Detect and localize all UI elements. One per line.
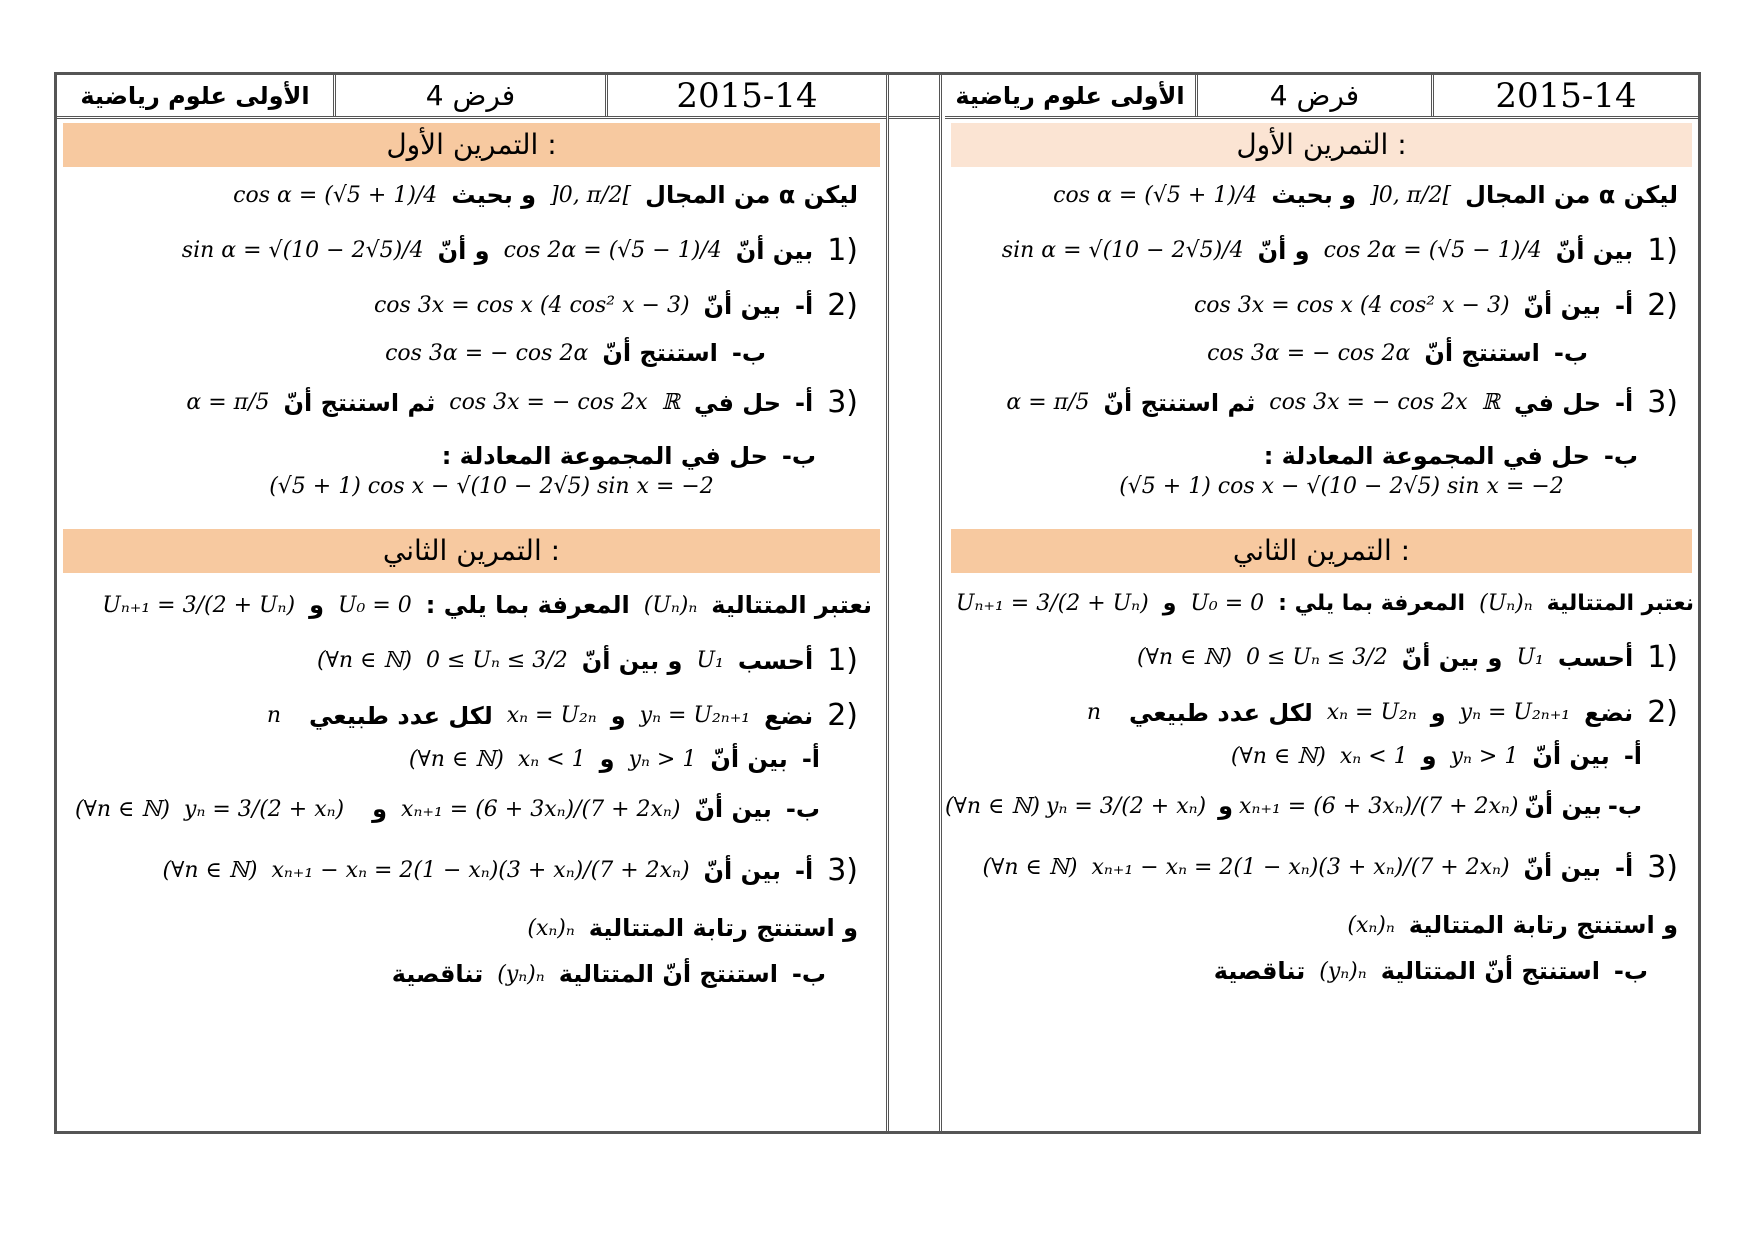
ex1-q2-label: 2) [1647,288,1678,323]
ex1-q2a [945,288,1698,323]
ex1-q2a-text: بين أنّ [1523,291,1602,320]
ex1-intro [57,181,886,209]
ex1-q2a-eq: cos 3x = cos x (4 cos² x − 3) [1193,293,1510,318]
ex2-q2a-yn: yₙ > 1 [1450,743,1519,769]
ex2-q3a-forall: (∀n ∈ ℕ) [162,858,258,883]
ex2-intro-u0: U₀ = 0 [337,592,412,618]
ex2-q1-text: أحسب [1557,643,1634,672]
ex1-q3a-eq: cos 3x = − cos 2x [449,390,648,415]
ex1-and-such-that: و بحيث [451,181,537,209]
ex2-q2-n: n [1086,700,1101,725]
ex2-q2a-forall: (∀n ∈ ℕ) [408,746,504,772]
ex1-q2a-text: بين أنّ [703,291,782,320]
ex2-q2a-xn: xₙ < 1 [1339,743,1408,769]
ex2-q1-text: أحسب [737,646,814,675]
ex2-q3a-cont-text: و استنتج رتابة المتتالية [1408,911,1678,939]
ex2-q2b-label: ب- [785,795,820,823]
ex2-q2b-y: yₙ = 3/(2 + xₙ) [184,796,345,822]
ex1-q3a-eq: cos 3x = − cos 2x [1269,390,1468,415]
ex1-q1 [945,233,1698,268]
ex2-q2 [57,698,886,733]
ex2-q3b-text: استنتج أنّ المتتالية [1380,957,1600,985]
ex2-q1-and: و بين أنّ [581,646,683,675]
ex1-q3a-result: α = π/5 [186,390,270,415]
ex2-q3a-text: بين أنّ [703,856,782,885]
exam-copy-right [945,75,1698,1131]
ex1-q3a-text: حل في [693,388,782,417]
ex1-q3b [945,442,1698,470]
ex2-q2-and: و [1430,698,1446,727]
ex1-q1-label: 1) [827,233,858,268]
ex2-q1 [57,643,886,678]
ex2-q2a-label: أ- [801,745,820,773]
ex2-q1-u1: U₁ [1516,645,1544,670]
ex1-q3a-label: أ- [1615,388,1634,417]
ex1-q3b-equation [57,474,886,499]
ex2-intro-seq: (Uₙ)ₙ [643,592,698,618]
ex2-q2-label: 2) [1647,695,1678,730]
ex2-q3a [57,853,886,888]
ex1-and-such-that: و بحيث [1271,181,1357,209]
ex1-q2a-label: أ- [795,291,814,320]
ex2-q1 [945,640,1698,675]
ex2-q2-and: و [610,701,626,730]
ex1-q3b-eq: (√5 + 1) cos x − √(10 − 2√5) sin x = −2 [269,474,714,499]
ex2-q2-label: 2) [827,698,858,733]
ex2-q2b-and: و [372,795,388,823]
exercise1-title: التمرين الأول : [63,123,880,167]
ex2-q2-each: لكل عدد طبيعي [309,701,493,730]
ex2-q3a [945,850,1698,885]
ex2-intro-seq: (Uₙ)ₙ [1479,591,1533,616]
ex1-interval: ]0, π/2[ [1370,182,1452,208]
ex1-q2b-eq: cos 3α = − cos 2α [1207,340,1411,366]
ex2-q3b [945,957,1698,985]
ex1-q3-label: 3) [827,385,858,420]
ex2-q1-eq: 0 ≤ Uₙ ≤ 3/2 [426,648,568,673]
ex2-q3a-label: أ- [1615,853,1634,882]
ex1-q1-and: و أنّ [437,236,490,265]
ex1-q3a-then: ثم استنتج أنّ [1103,388,1256,417]
ex2-q2a-forall: (∀n ∈ ℕ) [1230,743,1326,769]
ex1-q2b-label: ب- [1553,339,1588,367]
ex2-q2b [945,792,1698,820]
ex2-intro-defined: المعرفة بما يلي : [1278,591,1466,616]
ex1-q3a-label: أ- [795,388,814,417]
ex1-q2b-eq: cos 3α = − cos 2α [385,340,589,366]
ex1-q2a-eq: cos 3x = cos x (4 cos² x − 3) [373,293,690,318]
ex2-q2b-label: ب- [1607,792,1642,820]
ex1-q1-eq-b: sin α = √(10 − 2√5)/4 [1001,238,1244,263]
ex2-q3a-cont [57,914,886,942]
ex1-q3-label: 3) [1647,385,1678,420]
ex2-q2-xn: xₙ = U₂ₙ [506,703,597,728]
header-test-number: فرض 4 [333,75,605,116]
ex2-q3-label: 3) [827,853,858,888]
ex1-q3a-then: ثم استنتج أنّ [283,388,436,417]
ex1-q2-label: 2) [827,288,858,323]
ex1-q1-eq-a: cos 2α = (√5 − 1)/4 [503,238,722,263]
ex2-intro-rec: Uₙ₊₁ = 3/(2 + Uₙ) [102,592,296,618]
header-row [57,75,886,119]
header-year: 2015-14 [1431,75,1698,116]
ex2-intro-u0: U₀ = 0 [1190,591,1265,616]
ex2-q2a-and: و [599,745,615,773]
ex2-q1-u1: U₁ [696,648,724,673]
ex2-q2b-text: بين أنّ [694,795,772,823]
ex2-q3a-seq: (xₙ)ₙ [527,915,575,941]
ex1-q2b [57,339,886,367]
ex2-q2a [57,745,886,773]
ex2-intro-text: نعتبر المتتالية [711,591,872,619]
ex1-q3a-result: α = π/5 [1006,390,1090,415]
ex1-q3b-equation [945,474,1698,499]
ex1-intro-eq: cos α = (√5 + 1)/4 [233,182,438,208]
ex1-interval: ]0, π/2[ [550,182,632,208]
ex2-q1-forall: (∀n ∈ ℕ) [1137,645,1233,670]
ex2-q2a-text: بين أنّ [710,745,788,773]
ex2-q1-label: 1) [827,643,858,678]
ex2-q3b-text: استنتج أنّ المتتالية [558,960,778,988]
header-year: 2015-14 [605,75,886,116]
ex2-q2 [945,695,1698,730]
ex2-q3-label: 3) [1647,850,1678,885]
exercise2-title: التمرين الثاني : [63,529,880,573]
ex2-q2a-text: بين أنّ [1532,742,1610,770]
ex1-q1-label: 1) [1647,233,1678,268]
ex2-q1-eq: 0 ≤ Uₙ ≤ 3/2 [1246,645,1388,670]
ex2-q2b-x: xₙ₊₁ = (6 + 3xₙ)/(7 + 2xₙ) [1239,793,1519,819]
ex2-q3b-dec: تناقصية [391,960,484,988]
ex2-q2-text: نضع [764,701,814,730]
ex2-q2b-forall: (∀n ∈ ℕ) [945,793,1041,819]
ex2-q3a-cont [945,911,1698,939]
ex1-q3b-label: ب- [781,442,816,470]
ex1-q2b-text: استنتج أنّ [1424,339,1540,367]
ex2-q2b-forall: (∀n ∈ ℕ) [75,796,171,822]
ex2-q2a [945,742,1698,770]
ex1-q1-eq-b: sin α = √(10 − 2√5)/4 [181,238,424,263]
ex1-q3a [57,385,886,420]
ex2-q1-and: و بين أنّ [1401,643,1503,672]
ex1-q2a-label: أ- [1615,291,1634,320]
ex2-q2a-and: و [1421,742,1437,770]
ex2-q1-forall: (∀n ∈ ℕ) [317,648,413,673]
ex2-q3a-forall: (∀n ∈ ℕ) [982,855,1078,880]
ex1-q3a-text: حل في [1513,388,1602,417]
ex2-intro [57,591,886,619]
ex2-q2b-and: و [1218,792,1234,820]
exercise2-title: التمرين الثاني : [951,529,1692,573]
ex1-intro-eq: cos α = (√5 + 1)/4 [1053,182,1258,208]
ex2-q2-n: n [266,703,281,728]
ex2-q2a-label: أ- [1623,742,1642,770]
ex2-q2-each: لكل عدد طبيعي [1129,698,1313,727]
ex2-q3b-dec: تناقصية [1213,957,1306,985]
ex2-intro [945,591,1698,616]
ex2-q3a-eq: xₙ₊₁ − xₙ = 2(1 − xₙ)(3 + xₙ)/(7 + 2xₙ) [1091,855,1510,880]
ex2-intro-defined: المعرفة بما يلي : [425,591,630,619]
ex1-q2b-label: ب- [731,339,766,367]
ex1-q3b [57,442,886,470]
ex1-q1 [57,233,886,268]
header-level: الأولى علوم رياضية [955,81,1185,110]
ex2-q3a-seq: (xₙ)ₙ [1347,912,1395,938]
ex2-q3b-seq: (yₙ)ₙ [497,961,545,987]
ex1-q1-and: و أنّ [1257,236,1310,265]
ex2-q2b-text: بين أنّ [1524,792,1602,820]
ex2-q2-yn: yₙ = U₂ₙ₊₁ [639,703,751,728]
ex1-q2b-text: استنتج أنّ [602,339,718,367]
ex2-q3a-cont-text: و استنتج رتابة المتتالية [588,914,858,942]
exam-copy-left [57,75,886,1131]
ex2-q3b-label: ب- [791,960,826,988]
ex1-intro-text: ليكن α من المجال [1465,181,1678,209]
ex1-q1-text: بين أنّ [1555,236,1634,265]
ex2-q2a-yn: yₙ > 1 [628,746,697,772]
ex2-q2a-xn: xₙ < 1 [517,746,586,772]
ex2-q3b-seq: (yₙ)ₙ [1319,958,1367,984]
ex1-q2a [57,288,886,323]
ex2-q2b-y: yₙ = 3/(2 + xₙ) [1046,793,1207,819]
exercise1-title: التمرين الأول : [951,123,1692,167]
ex1-intro-text: ليكن α من المجال [645,181,858,209]
ex1-q3a-set: ℝ [661,390,680,415]
ex2-q2-xn: xₙ = U₂ₙ [1326,700,1417,725]
ex1-intro [945,181,1698,209]
ex1-q2b [945,339,1698,367]
ex2-q3b-label: ب- [1613,957,1648,985]
ex2-q3a-eq: xₙ₊₁ − xₙ = 2(1 − xₙ)(3 + xₙ)/(7 + 2xₙ) [271,858,690,883]
ex2-q3a-text: بين أنّ [1523,853,1602,882]
ex2-intro-and: و [309,591,324,619]
center-gutter [886,72,942,1134]
ex1-q1-eq-a: cos 2α = (√5 − 1)/4 [1323,238,1542,263]
ex2-q2-yn: yₙ = U₂ₙ₊₁ [1459,700,1571,725]
ex2-q2b-x: xₙ₊₁ = (6 + 3xₙ)/(7 + 2xₙ) [401,796,681,822]
header-test-number: فرض 4 [1195,75,1431,116]
ex1-q3b-eq: (√5 + 1) cos x − √(10 − 2√5) sin x = −2 [1119,474,1564,499]
ex2-q1-label: 1) [1647,640,1678,675]
ex2-intro-rec: Uₙ₊₁ = 3/(2 + Uₙ) [955,591,1149,616]
ex2-q3a-label: أ- [795,856,814,885]
ex1-q3a-set: ℝ [1481,390,1500,415]
header-row [945,75,1698,119]
ex2-q2b [57,795,886,823]
ex2-q2-text: نضع [1584,698,1634,727]
ex1-q3a [945,385,1698,420]
ex2-intro-and: و [1162,591,1177,616]
ex2-q3b [57,960,886,988]
ex1-q1-text: بين أنّ [735,236,814,265]
ex1-q3b-label: ب- [1603,442,1638,470]
ex2-intro-text: نعتبر المتتالية [1546,591,1694,616]
header-level: الأولى علوم رياضية [80,81,310,110]
ex1-q3b-text: حل في المجموعة المعادلة : [441,442,768,470]
ex1-q3b-text: حل في المجموعة المعادلة : [1263,442,1590,470]
